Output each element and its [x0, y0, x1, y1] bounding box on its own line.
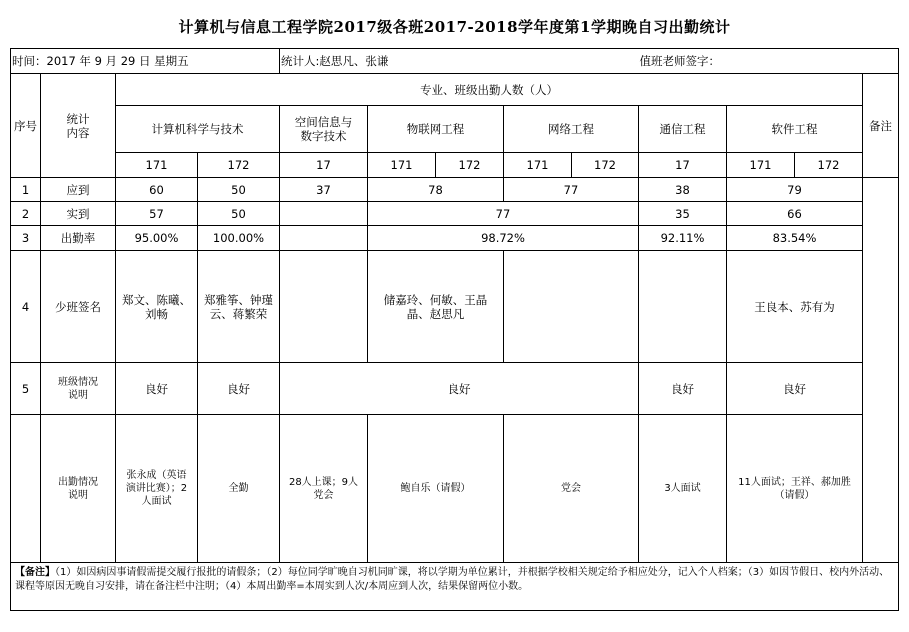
- attendance-table: [10, 48, 899, 611]
- cell: [280, 226, 368, 251]
- header-row-1: [11, 74, 899, 106]
- class-soft-172: 172: [795, 153, 863, 178]
- row-label: 出勤率: [41, 226, 116, 251]
- teacher-signature-cell: 值班老师签字：: [639, 49, 899, 74]
- cell: 张永成（英语演讲比赛）；2人面试: [116, 415, 198, 563]
- cell: 全勤: [198, 415, 280, 563]
- counter-cell: 统计人:赵思凡、张谦: [280, 49, 639, 74]
- cell: 60: [116, 178, 198, 202]
- class-net-172: 172: [572, 153, 639, 178]
- major-space: 空间信息与 数字技术: [280, 106, 368, 153]
- remark-cell: [863, 178, 899, 563]
- cell: 98.72%: [368, 226, 639, 251]
- row-no: 1: [11, 178, 41, 202]
- note-row: [11, 563, 899, 611]
- class-soft-171: 171: [727, 153, 795, 178]
- note-label: 【备注】: [15, 567, 55, 578]
- cell: 3人面试: [639, 415, 727, 563]
- row-absent: [11, 251, 899, 363]
- row-attendance: [11, 415, 899, 563]
- cell: 50: [198, 178, 280, 202]
- class-iot-171: 171: [368, 153, 436, 178]
- note-text: （1）如因病因事请假需提交履行报批的请假条；（2）每位同学旷晚自习机同旷课，将以学期为单位累计，并根据学校相关规定给予相应处分，记入个人档案；（3）如因节假日、校内外活动、课程等原因无晚自习安排，请在备注栏中注明；（4）本周出勤率=本周实到人次/本周应到人次，结果保留两位小数。: [15, 567, 890, 592]
- class-space-17: 17: [280, 153, 368, 178]
- row-label: 班级情况 说明: [41, 363, 116, 415]
- cell: 79: [727, 178, 863, 202]
- cell: 良好: [280, 363, 639, 415]
- remark-header: 备注: [863, 74, 899, 178]
- cell: 王良本、苏有为: [727, 251, 863, 363]
- cell: 良好: [639, 363, 727, 415]
- class-row: [11, 153, 899, 178]
- major-row: [11, 106, 899, 153]
- cell: 77: [504, 178, 639, 202]
- row-due: [11, 178, 899, 202]
- cell: [504, 251, 639, 363]
- cell: 郑文、陈曦、刘畅: [116, 251, 198, 363]
- row-no: 3: [11, 226, 41, 251]
- cell: 83.54%: [727, 226, 863, 251]
- content-header: 统计 内容: [41, 74, 116, 178]
- major-software: 软件工程: [727, 106, 863, 153]
- class-cs-172: 172: [198, 153, 280, 178]
- cell: 28人上课；9人党会: [280, 415, 368, 563]
- cell: 储嘉玲、何敏、王晶晶、赵思凡: [368, 251, 504, 363]
- cell: 78: [368, 178, 504, 202]
- cell: [639, 251, 727, 363]
- cell: 66: [727, 202, 863, 226]
- cell: 良好: [198, 363, 280, 415]
- major-iot: 物联网工程: [368, 106, 504, 153]
- row-label: 少班签名: [41, 251, 116, 363]
- major-network: 网络工程: [504, 106, 639, 153]
- seq-header: 序号: [11, 74, 41, 178]
- cell: 良好: [727, 363, 863, 415]
- cell: 38: [639, 178, 727, 202]
- major-cs: 计算机科学与技术: [116, 106, 280, 153]
- class-net-171: 171: [504, 153, 572, 178]
- row-no: 4: [11, 251, 41, 363]
- cell: 57: [116, 202, 198, 226]
- date-cell: 时间：2017 年 9 月 29 日 星期五: [11, 49, 280, 74]
- row-no: [11, 415, 41, 563]
- cell: 党会: [504, 415, 639, 563]
- class-comm-17: 17: [639, 153, 727, 178]
- cell: 良好: [116, 363, 198, 415]
- cell: 郑雅筝、钟瑾云、蒋繁荣: [198, 251, 280, 363]
- info-row: [11, 49, 899, 74]
- note-cell: [11, 563, 899, 611]
- row-no: 5: [11, 363, 41, 415]
- row-label: 应到: [41, 178, 116, 202]
- cell: [280, 202, 368, 226]
- row-situation: [11, 363, 899, 415]
- cell: 35: [639, 202, 727, 226]
- class-iot-172: 172: [436, 153, 504, 178]
- row-label: 实到: [41, 202, 116, 226]
- cell: 50: [198, 202, 280, 226]
- group-header: 专业、班级出勤人数（人）: [116, 74, 863, 106]
- major-comm: 通信工程: [639, 106, 727, 153]
- row-rate: [11, 226, 899, 251]
- cell: 77: [368, 202, 639, 226]
- cell: [280, 251, 368, 363]
- page-title: 计算机与信息工程学院2017级各班2017-2018学年度第1学期晚自习出勤统计: [178, 18, 731, 36]
- row-label: 出勤情况 说明: [41, 415, 116, 563]
- cell: 95.00%: [116, 226, 198, 251]
- cell: 37: [280, 178, 368, 202]
- row-actual: [11, 202, 899, 226]
- cell: 鲍自乐（请假）: [368, 415, 504, 563]
- row-no: 2: [11, 202, 41, 226]
- cell: 11人面试；王祥、郝加胜（请假）: [727, 415, 863, 563]
- cell: 92.11%: [639, 226, 727, 251]
- cell: 100.00%: [198, 226, 280, 251]
- class-cs-171: 171: [116, 153, 198, 178]
